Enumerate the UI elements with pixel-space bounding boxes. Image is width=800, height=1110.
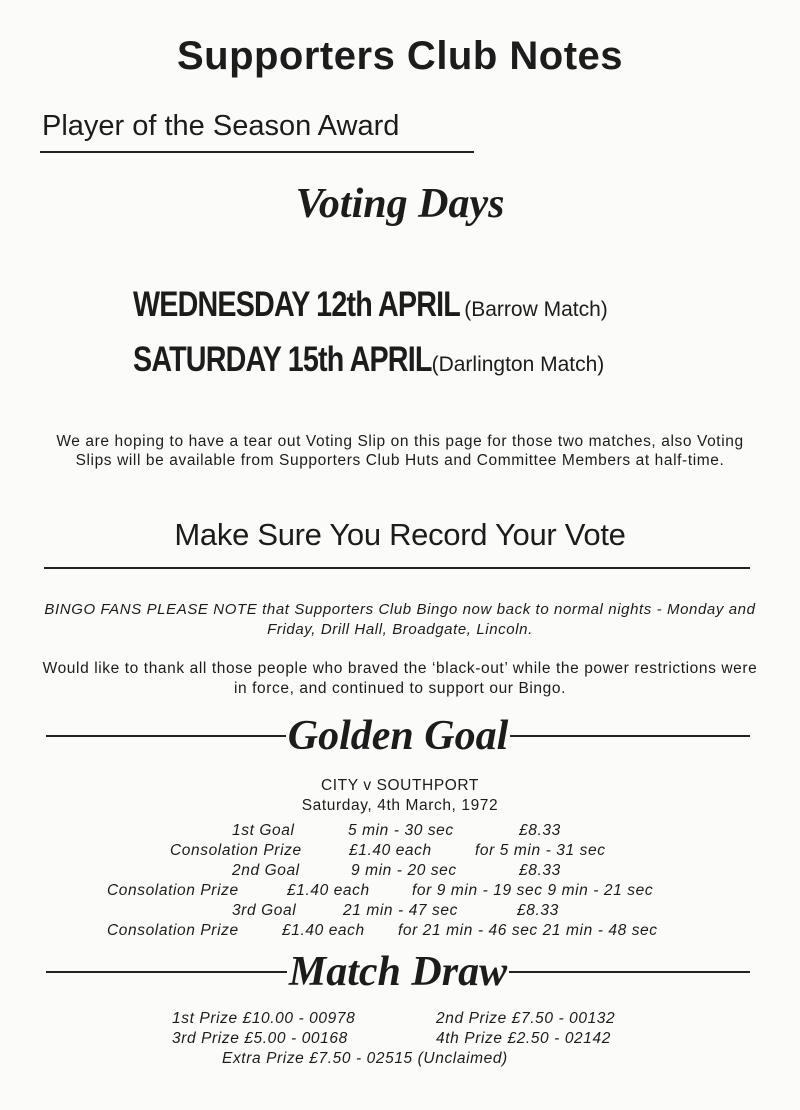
- goal-row: [0, 922, 800, 942]
- draw-row: [0, 1010, 800, 1030]
- banner-rule-right: [509, 971, 750, 973]
- goal-row-prize: £8.33: [519, 862, 561, 879]
- voting-day-1-date: WEDNESDAY 12th APRIL: [133, 285, 461, 324]
- goal-row-prize: for 21 min - 46 sec 21 min - 48 sec: [398, 922, 658, 939]
- draw-row: [0, 1050, 800, 1070]
- goal-row-prize: for 5 min - 31 sec: [475, 842, 606, 859]
- goal-row: [0, 862, 800, 882]
- golden-goal-heading: Golden Goal: [287, 713, 509, 759]
- bingo-notice: BINGO FANS PLEASE NOTE that Supporters Club Bingo now back to normal nights - Monday and Friday, Drill Hall, Broadgate, Lincoln.: [44, 601, 756, 638]
- thanks-notice: Would like to thank all those people who braved the ‘black-out’ while the power restrictions were in force, and continued to support our Bingo.: [42, 660, 758, 697]
- award-underline: [40, 151, 474, 153]
- goal-row-label: 2nd Goal: [232, 862, 300, 879]
- goal-row-prize: for 9 min - 19 sec 9 min - 21 sec: [412, 882, 654, 899]
- golden-goal-date: Saturday, 4th March, 1972: [301, 797, 499, 814]
- goal-row-label: 3rd Goal: [232, 902, 297, 919]
- draw-prize-left: 3rd Prize £5.00 - 00168: [172, 1030, 348, 1047]
- goal-row-time: 21 min - 47 sec: [343, 902, 458, 919]
- golden-goal-fixture-block: [0, 776, 800, 816]
- draw-prize-left: 1st Prize £10.00 - 00978: [172, 1010, 356, 1027]
- match-draw-banner: [46, 948, 750, 996]
- draw-prize-right: 4th Prize £2.50 - 02142: [436, 1030, 611, 1047]
- voting-day-2: [133, 340, 604, 380]
- goal-row-time: £1.40 each: [349, 842, 432, 859]
- make-sure-heading: Make Sure You Record Your Vote: [174, 517, 626, 552]
- match-draw-heading: Match Draw: [288, 949, 508, 995]
- voting-day-1: [133, 285, 608, 325]
- award-heading: Player of the Season Award: [42, 110, 400, 142]
- voting-days-heading: Voting Days: [295, 181, 505, 227]
- match-draw-results: [0, 1010, 800, 1070]
- goal-row: [0, 882, 800, 902]
- draw-row: [0, 1030, 800, 1050]
- voting-day-1-match: (Barrow Match): [464, 298, 608, 321]
- goal-row-time: 9 min - 20 sec: [351, 862, 457, 879]
- banner-rule-right: [510, 735, 750, 737]
- draw-extra-prize: Extra Prize £7.50 - 02515 (Unclaimed): [222, 1050, 508, 1067]
- banner-rule-left: [46, 735, 286, 737]
- goal-row-label: 1st Goal: [232, 822, 295, 839]
- golden-goal-banner: [46, 712, 750, 760]
- golden-goal-results: [0, 822, 800, 942]
- goal-row-label: Consolation Prize: [107, 922, 239, 939]
- goal-row-label: Consolation Prize: [170, 842, 302, 859]
- goal-row-prize: £8.33: [519, 822, 561, 839]
- voting-slip-notice: We are hoping to have a tear out Voting Slip on this page for those two matches, also Voting Slips will be available from Supporters Club Huts and Committee Members at half-time.: [56, 433, 744, 469]
- goal-row-time: £1.40 each: [282, 922, 365, 939]
- goal-row: [0, 842, 800, 862]
- draw-prize-right: 2nd Prize £7.50 - 00132: [436, 1010, 616, 1027]
- goal-row: [0, 902, 800, 922]
- banner-rule-left: [46, 971, 287, 973]
- voting-day-2-match: (Darlington Match): [431, 353, 605, 376]
- section-divider: [44, 567, 750, 569]
- voting-day-2-date: SATURDAY 15th APRIL: [133, 340, 432, 379]
- golden-goal-fixture: CITY v SOUTHPORT: [320, 777, 479, 794]
- goal-row-time: £1.40 each: [287, 882, 370, 899]
- goal-row-label: Consolation Prize: [107, 882, 239, 899]
- page-title: Supporters Club Notes: [176, 34, 624, 78]
- goal-row: [0, 822, 800, 842]
- goal-row-prize: £8.33: [517, 902, 559, 919]
- goal-row-time: 5 min - 30 sec: [348, 822, 454, 839]
